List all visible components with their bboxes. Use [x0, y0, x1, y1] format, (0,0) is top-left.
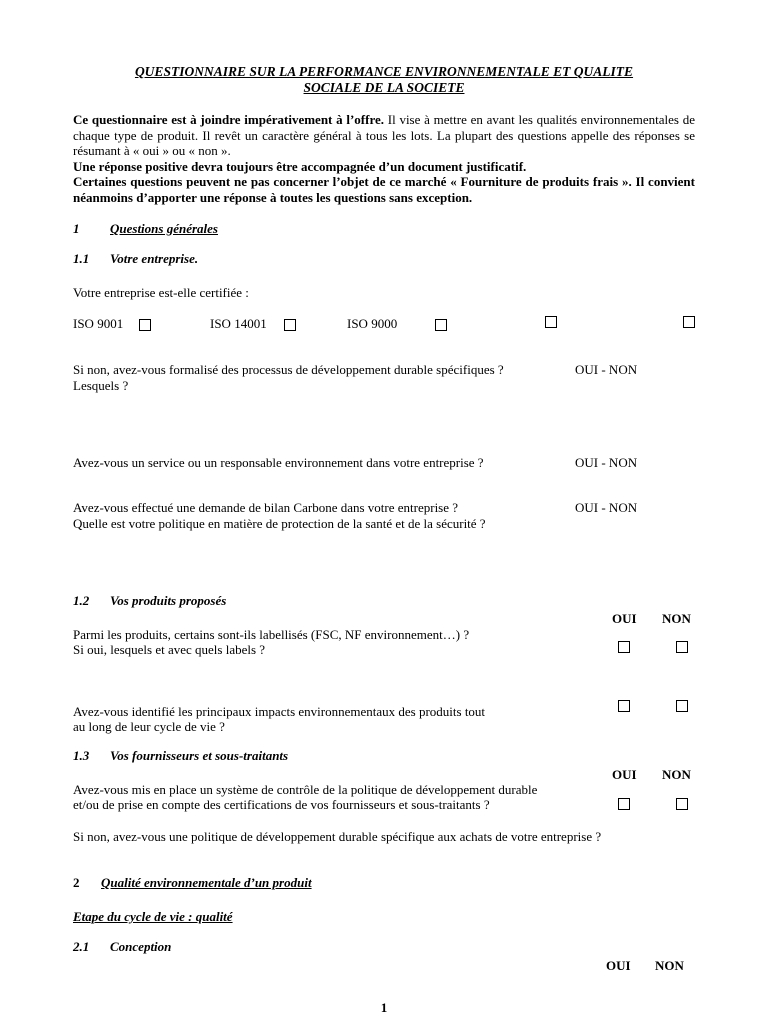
column-header-non-3: NON	[655, 958, 684, 973]
section-1-3-number: 1.3	[73, 748, 90, 763]
section-2-number: 2	[73, 875, 80, 890]
intro-bold-lead: Ce questionnaire est à joindre impérativement à l’offre.	[73, 112, 385, 127]
impacts-oui-checkbox[interactable]	[618, 700, 630, 712]
section-2-1-heading	[73, 939, 171, 954]
section-2-1-number: 2.1	[73, 939, 90, 954]
page-number: 1	[380, 1000, 388, 1015]
question-labels: Parmi les produits, certains sont-ils labellisés (FSC, NF environnement…) ?	[73, 627, 470, 642]
question-service-environnement: Avez-vous un service ou un responsable environnement dans votre entreprise ?	[73, 455, 484, 470]
iso-14001-label: ISO 14001	[210, 316, 267, 331]
question-controle: Avez-vous mis en place un système de contrôle de la politique de développement durable	[73, 782, 538, 797]
section-1-1-label: Votre entreprise.	[110, 251, 199, 266]
section-2-heading	[73, 875, 312, 890]
labels-non-checkbox[interactable]	[676, 641, 688, 653]
answer-formalise-oui-non[interactable]: OUI - NON	[575, 362, 638, 377]
iso-9001-checkbox[interactable]	[139, 319, 151, 331]
question-controle-continued: et/ou de prise en compte des certifications de vos fournisseurs et sous-traitants ?	[73, 797, 490, 812]
column-header-oui: OUI	[612, 611, 637, 626]
question-achats: Si non, avez-vous une politique de développement durable spécifique aux achats de votre entreprise ?	[73, 829, 602, 844]
question-impacts: Avez-vous identifié les principaux impacts environnementaux des produits tout	[73, 704, 486, 719]
section-1-3-label: Vos fournisseurs et sous-traitants	[110, 748, 289, 763]
question-politique-sante: Quelle est votre politique en matière de protection de la santé et de la sécurité ?	[73, 516, 486, 531]
intro-scope-note: Certaines questions peuvent ne pas concerner l’objet de ce marché « Fourniture de produits frais ». Il convient néanmoins d’apporter une réponse à toutes les questions sans exception.	[73, 174, 695, 205]
extra-checkbox-1[interactable]	[545, 316, 557, 328]
section-1-heading	[73, 221, 218, 236]
labels-oui-checkbox[interactable]	[618, 641, 630, 653]
section-1-2-number: 1.2	[73, 593, 90, 608]
question-certification: Votre entreprise est-elle certifiée :	[73, 285, 249, 300]
controle-oui-checkbox[interactable]	[618, 798, 630, 810]
iso-9001-label: ISO 9001	[73, 316, 124, 331]
etape-cycle-de-vie: Etape du cycle de vie : qualité	[73, 909, 233, 924]
answer-carbone-oui-non[interactable]: OUI - NON	[575, 500, 638, 515]
question-formalise: Si non, avez-vous formalisé des processus de développement durable spécifiques ?	[73, 362, 504, 377]
iso-9000-label: ISO 9000	[347, 316, 398, 331]
section-1-number: 1	[73, 221, 80, 236]
iso-9000-checkbox[interactable]	[435, 319, 447, 331]
document-title-line-1: QUESTIONNAIRE SUR LA PERFORMANCE ENVIRONNEMENTALE ET QUALITE	[134, 64, 634, 79]
section-1-2-label: Vos produits proposés	[110, 593, 227, 608]
question-impacts-continued: au long de leur cycle de vie ?	[73, 719, 225, 734]
intro-text: Il vise à mettre en avant les qualités environnementales de chaque type de produit. Il revêt un caractère général à tous les lots. La plupart des questions appelle des réponses se résumant à « oui » ou « non ».	[73, 112, 696, 158]
question-lesquels: Lesquels ?	[73, 378, 129, 393]
column-header-non-2: NON	[662, 767, 691, 782]
question-labels-detail: Si oui, lesquels et avec quels labels ?	[73, 642, 266, 657]
question-bilan-carbone: Avez-vous effectué une demande de bilan Carbone dans votre entreprise ?	[73, 500, 459, 515]
document-title-line-2: SOCIALE DE LA SOCIETE	[303, 80, 465, 95]
section-1-1-number: 1.1	[73, 251, 90, 266]
section-2-1-label: Conception	[110, 939, 172, 954]
controle-non-checkbox[interactable]	[676, 798, 688, 810]
impacts-non-checkbox[interactable]	[676, 700, 688, 712]
intro-block	[73, 112, 695, 205]
section-1-label: Questions générales	[110, 221, 218, 236]
column-header-oui-3: OUI	[606, 958, 631, 973]
section-1-2-heading	[73, 593, 226, 608]
section-2-label: Qualité environnementale d’un produit	[101, 875, 312, 890]
intro-paragraph-1	[73, 112, 695, 159]
intro-justification-note: Une réponse positive devra toujours être accompagnée d’un document justificatif.	[73, 158, 527, 174]
column-header-oui-2: OUI	[612, 767, 637, 782]
section-1-1-heading	[73, 251, 198, 266]
iso-14001-checkbox[interactable]	[284, 319, 296, 331]
extra-checkbox-2[interactable]	[683, 316, 695, 328]
section-1-3-heading	[73, 748, 288, 763]
column-header-non: NON	[662, 611, 691, 626]
answer-service-oui-non[interactable]: OUI - NON	[575, 455, 638, 470]
